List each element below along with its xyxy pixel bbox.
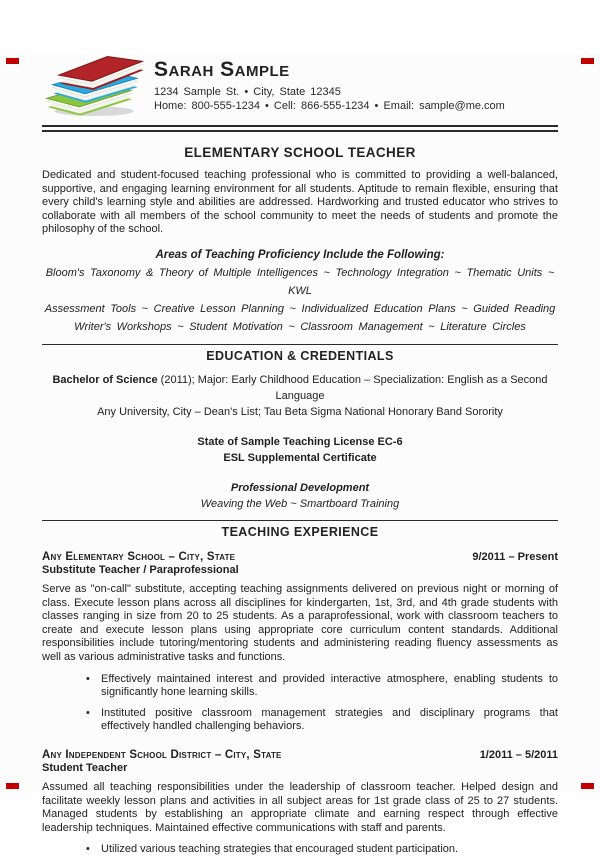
job-title: Substitute Teacher / Paraprofessional [42,563,239,576]
proficiency-line: Bloom's Taxonomy & Theory of Multiple Intelligences ~ Technology Integration ~ Thematic Units ~ KWL [45,266,555,297]
job-description: Serve as "on-call" substitute, accepting teaching assignments delivered on previous night or morning of class. Execute lesson plans across all disciplines for kindergarten, 1st, 3rd, and 4th grade students with classes ranging in size from 20 to 25 students. As a paraprofessional, work with classroom teachers to create and execute lesson plans using appropriate core curriculum content standards. Additional responsibilities include tutoring/mentoring students and administering reading fluency assessments as well as various administrative tasks and functions. [42,582,558,663]
license-line: ESL Supplemental Certificate [223,451,377,464]
job-bullet: • Instituted positive classroom management strategies and disciplinary programs that effectively handled challenging behaviors. [86,707,558,734]
experience-section-heading: TEACHING EXPERIENCE [221,524,379,539]
job-entry [42,551,558,734]
education-section-heading: EDUCATION & CREDENTIALS [206,348,394,363]
header-divider [42,125,558,132]
section-divider [42,344,558,345]
professional-development-line: Weaving the Web ~ Smartboard Training [200,497,400,510]
degree-name: Bachelor of Science [52,373,158,386]
professional-development-block [42,480,558,512]
job-bullet-list [42,673,558,734]
education-block [42,372,558,420]
summary-paragraph: Dedicated and student-focused teaching professional who is committed to providing a well-balanced, supportive, and engaging learning environment for all students. Aptitude to remain flexible, ensuring that every child's learning style and abilities are addressed. Hardworking and trusted educator who strives to collaborate with all members of the school community to meet the needs of students and promote the philosophy of the school. [42,169,558,236]
job-bullet: • Effectively maintained interest and provided interactive atmosphere, enabling students to significantly hone learning skills. [86,673,558,700]
license-block [42,434,558,466]
corner-mark-bottom-left [6,783,19,789]
job-entry [42,749,558,857]
proficiency-line: Writer's Workshops ~ Student Motivation ~ Classroom Management ~ Literature Circles [74,320,526,333]
job-bullet: • Utilized various teaching strategies that encouraged student participation. [86,843,558,857]
license-line: State of Sample Teaching License EC-6 [197,435,403,448]
degree-details: (2011); Major: Early Childhood Education – Specialization: English as a Second Language [157,373,548,402]
job-heading-row [42,749,558,761]
corner-mark-top-left [6,58,19,64]
header [42,55,558,118]
job-title: Student Teacher [42,761,128,774]
proficiency-list [42,264,558,336]
employment-dates: 9/2011 – Present [472,550,558,563]
resume-page [0,55,600,856]
job-heading-row [42,551,558,563]
job-description: Assumed all teaching responsibilities under the leadership of classroom teacher. Helped design and facilitate weekly lesson plans and activities in all subject areas for 1st grade class of 25 to 27 students. Managed students by establishing an appropriate climate and earning respect through effective leadership techniques. Maintained effective communications with staff and parents. [42,780,558,834]
section-divider [42,520,558,521]
professional-development-heading: Professional Development [230,481,370,494]
corner-mark-bottom-right [581,783,594,789]
university-line: Any University, City – Dean's List; Tau Beta Sigma National Honorary Band Sorority [97,405,503,418]
employer-name: Any Elementary School – City, State [42,550,236,563]
books-stack-icon [44,55,148,118]
person-name: Sarah Sample [154,58,290,81]
corner-mark-top-right [581,58,594,64]
degree-line [42,372,558,404]
address-line: 1234 Sample St. • City, State 12345 [154,86,341,98]
header-text [154,55,505,112]
proficiency-line: Assessment Tools ~ Creative Lesson Planning ~ Individualized Education Plans ~ Guided Reading [44,302,556,315]
contact-line: Home: 800-555-1234 • Cell: 866-555-1234 • Email: sample@me.com [154,100,505,112]
proficiency-heading: Areas of Teaching Proficiency Include the Following: [155,248,445,261]
employer-name: Any Independent School District – City, State [42,748,282,761]
job-bullet-list [42,843,558,857]
employment-dates: 1/2011 – 5/2011 [479,748,558,761]
resume-title: ELEMENTARY SCHOOL TEACHER [184,145,416,160]
